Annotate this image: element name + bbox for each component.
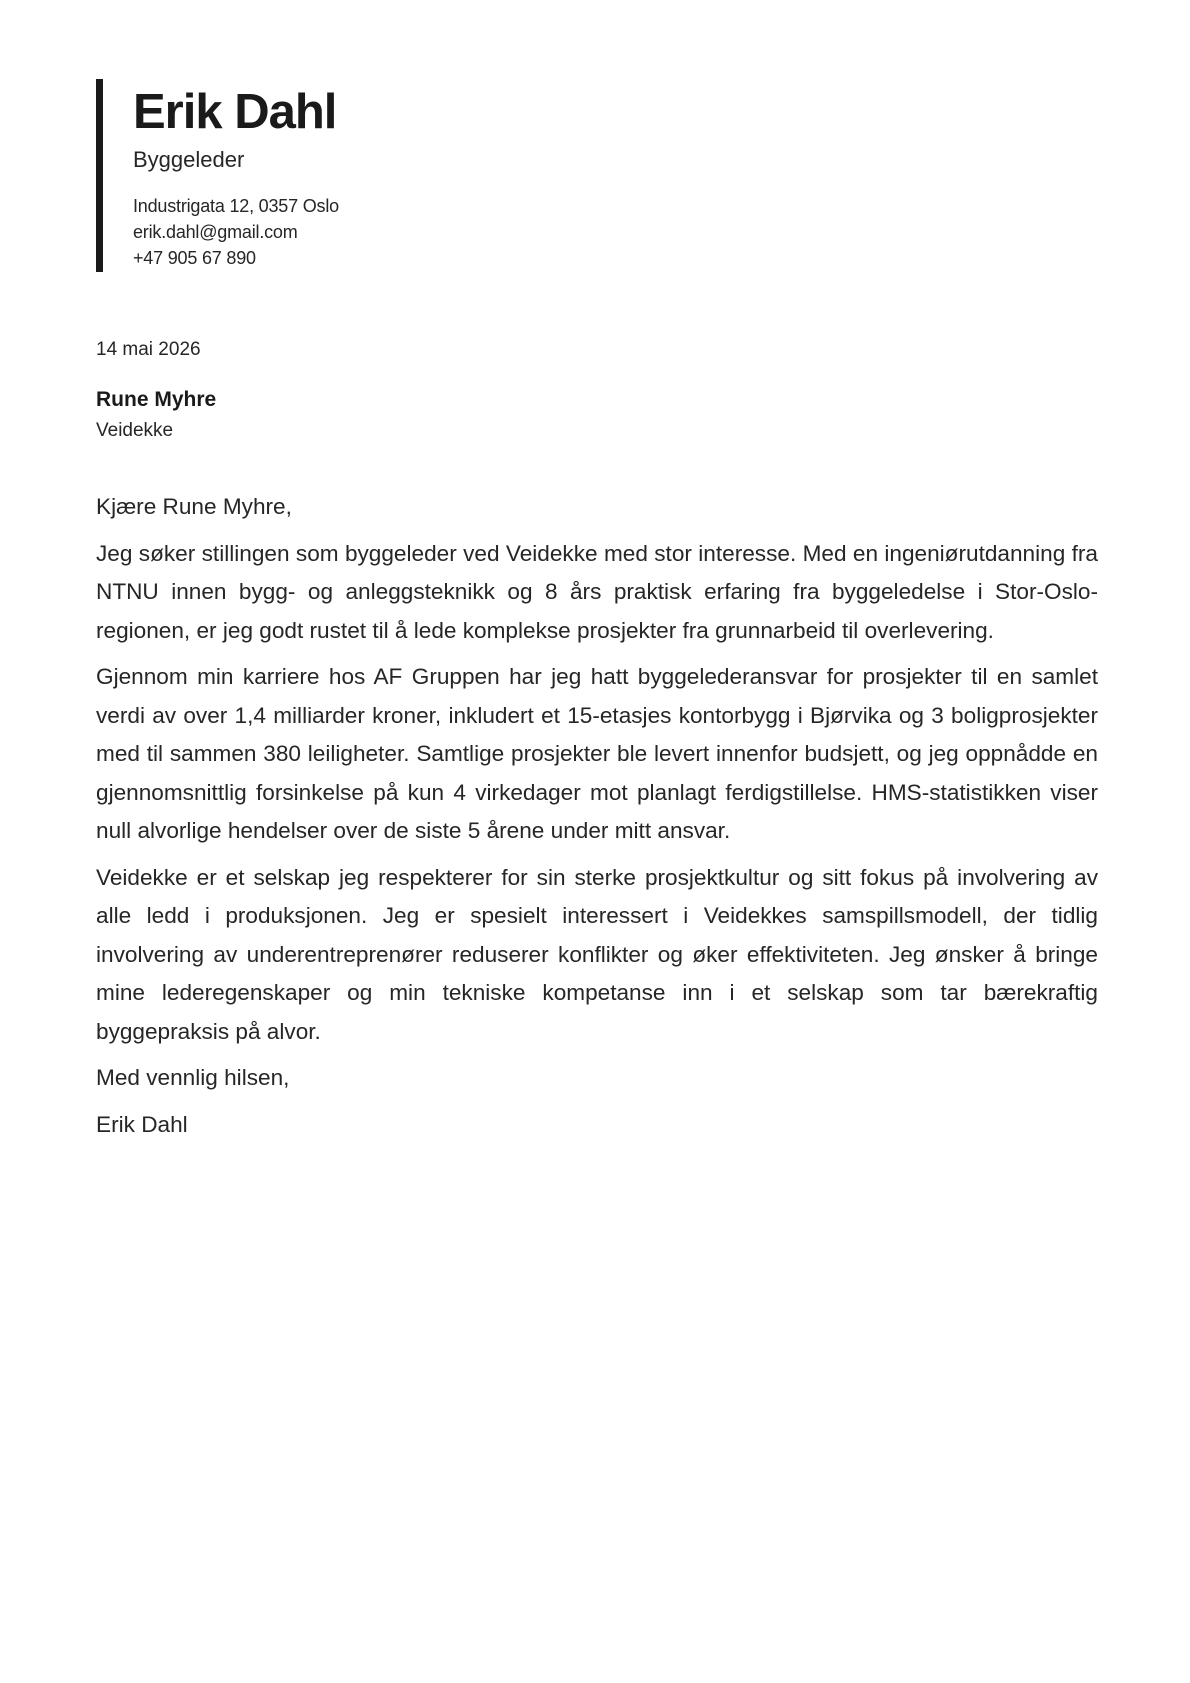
recipient-block <box>96 386 216 444</box>
sender-contact-block <box>133 193 596 271</box>
body-paragraph-1: Jeg søker stillingen som byggeleder ved Veidekke med stor interesse. Med en ingeniørutdanning fra NTNU innen bygg- og anleggsteknikk og 8 års praktisk erfaring fra byggeledelse i Stor-Oslo-regionen, er jeg godt rustet til å lede komplekse prosjekter fra grunnarbeid til overlevering. <box>96 540 1098 643</box>
salutation: Kjære Rune Myhre, <box>96 494 292 519</box>
body-paragraph-2: Gjennom min karriere hos AF Gruppen har jeg hatt byggelederansvar for prosjekter til en samlet verdi av over 1,4 milliarder kroner, inkludert et 15-etasjes kontorbygg i Bjørvika og 3 boligprosjekter med til sammen 380 leiligheter. Samtlige prosjekter ble levert innenfor budsjett, og jeg oppnådde en gjennomsnittlig forsinkelse på kun 4 virkedager mot planlagt ferdigstillelse. HMS-statistikken viser null alvorlige hendelser over de siste 5 årene under mitt ansvar. <box>96 664 1098 843</box>
closing: Med vennlig hilsen, <box>96 1065 290 1090</box>
body-paragraph-3: Veidekke er et selskap jeg respekterer for sin sterke prosjektkultur og sitt fokus på involvering av alle ledd i produksjonen. Jeg er spesielt interessert i Veidekkes samspillsmodell, der tidlig involvering av underentreprenører reduserer konflikter og øker effektiviteten. Jeg ønsker å bringe mine lederegenskaper og min tekniske kompetanse inn i et selskap som tar bærekraftig byggepraksis på alvor. <box>96 864 1098 1044</box>
recipient-company: Veidekke <box>96 420 174 441</box>
letter-body <box>96 488 1098 1144</box>
recipient-name: Rune Myhre <box>96 388 217 411</box>
sender-phone: +47 905 67 890 <box>133 248 256 268</box>
sender-job-title: Byggeleder <box>133 147 245 172</box>
sender-name: Erik Dahl <box>133 85 337 139</box>
sender-email: erik.dahl@gmail.com <box>133 222 298 242</box>
sender-address: Industrigata 12, 0357 Oslo <box>133 196 339 216</box>
letter-date: 14 mai 2026 <box>96 339 201 360</box>
signature: Erik Dahl <box>96 1111 188 1137</box>
sender-header <box>96 79 596 272</box>
